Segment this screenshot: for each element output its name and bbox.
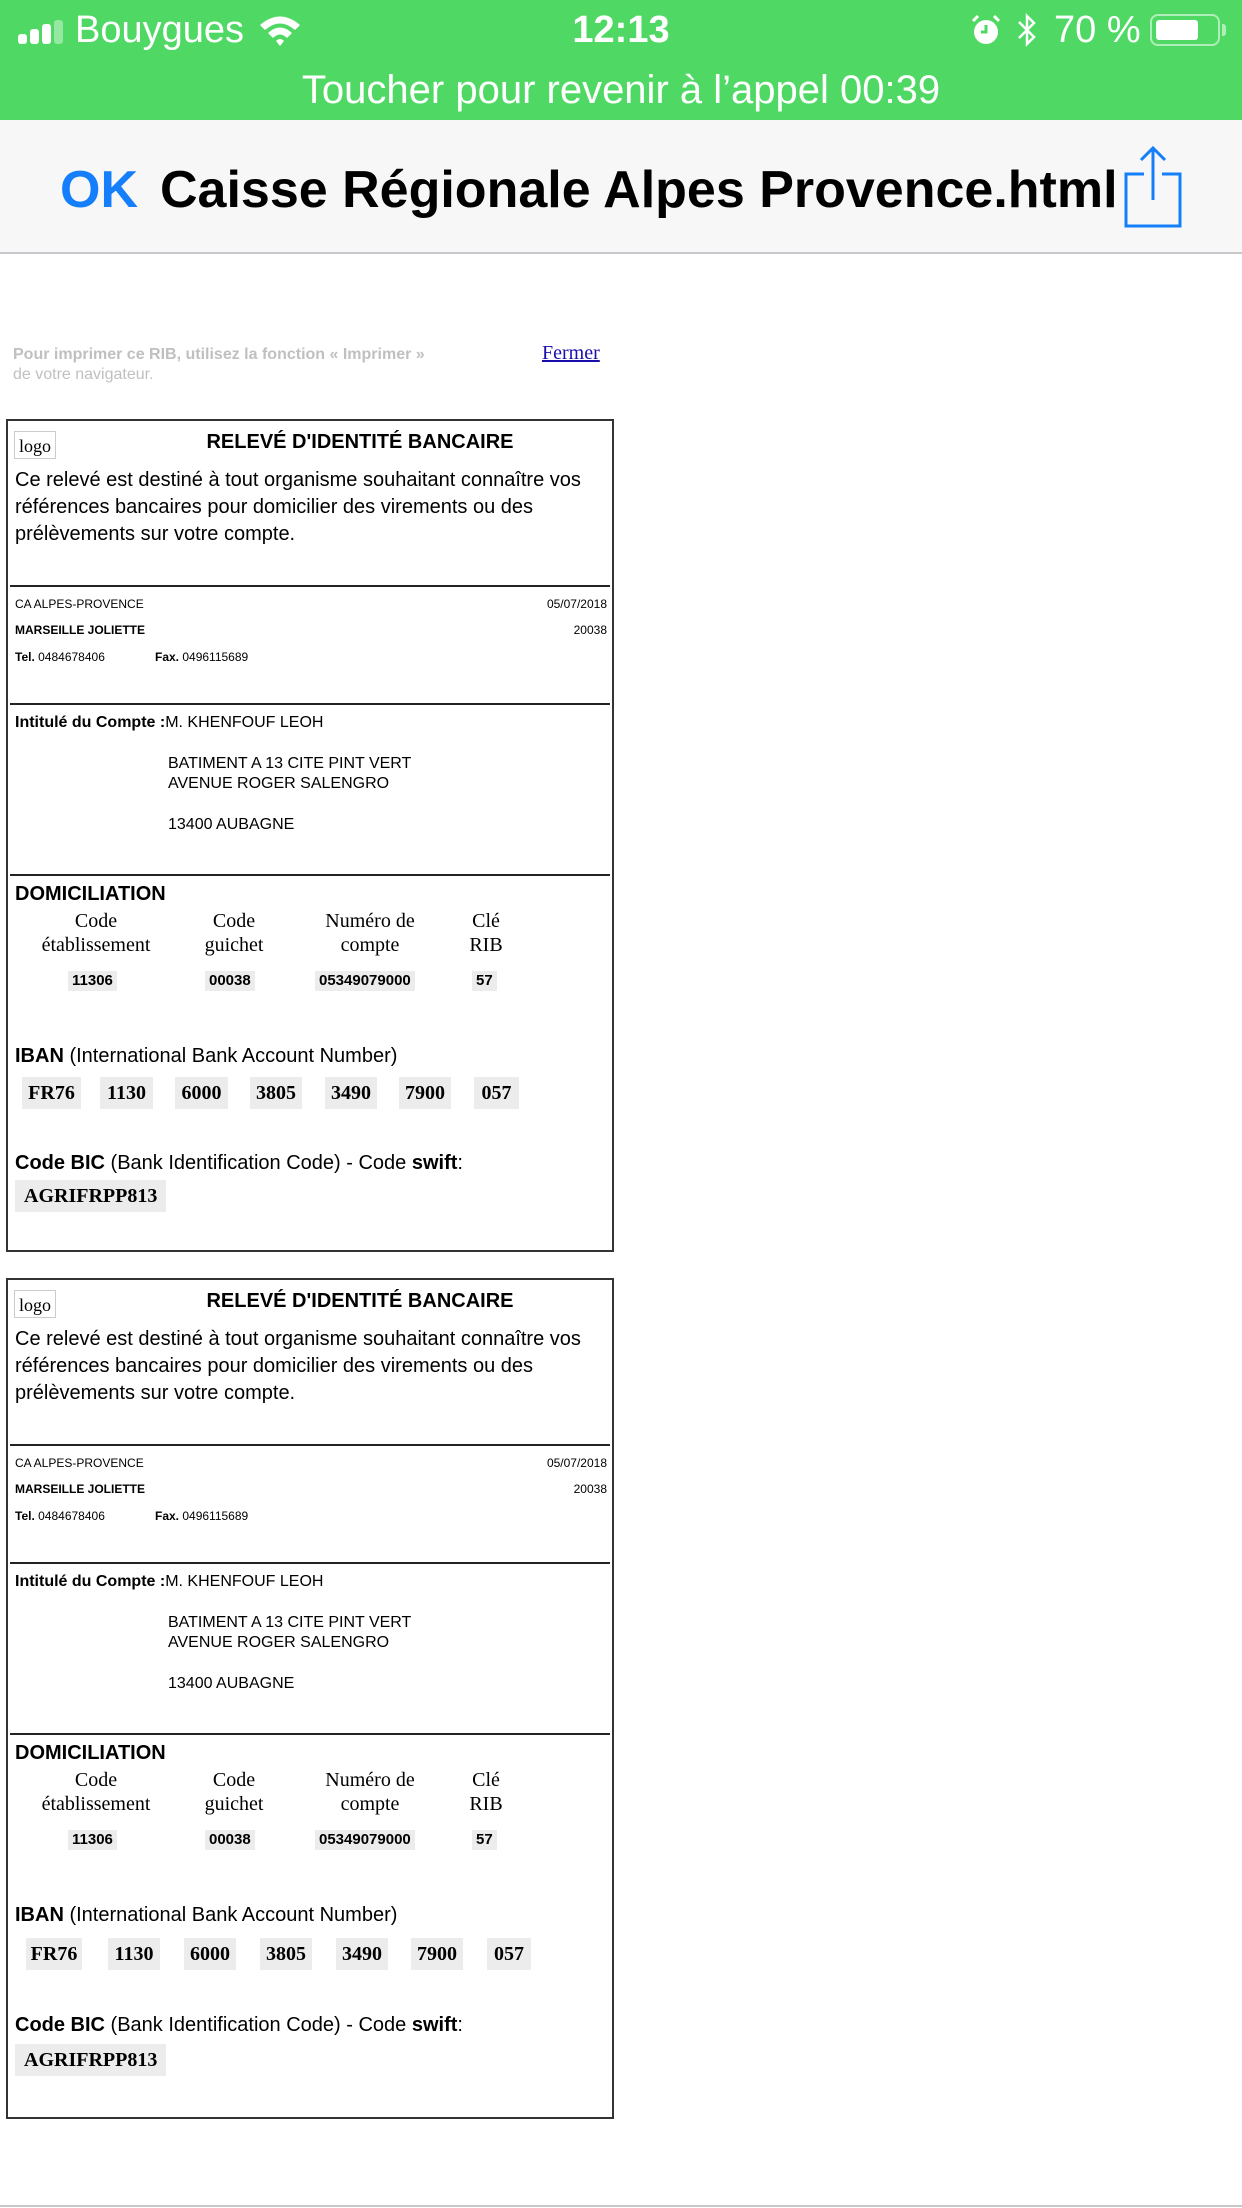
iban-group: 057 (474, 1077, 519, 1109)
account-label: Intitulé du Compte : (15, 1573, 166, 1590)
iban-group: 3490 (325, 1077, 377, 1109)
divider (10, 585, 610, 587)
battery-tip (1222, 24, 1226, 36)
bic-label (15, 2014, 463, 2037)
print-hint-line2: de votre navigateur. (13, 366, 154, 383)
bic-label-mid: (Bank Identification Code) - Code (105, 2014, 412, 2036)
bic-label-bold: Code BIC (15, 2014, 105, 2036)
status-bar (0, 0, 1242, 120)
divider (10, 1733, 610, 1735)
bank-name: CA ALPES-PROVENCE (15, 1456, 144, 1470)
iban-group: FR76 (22, 1077, 81, 1109)
carrier-name: Bouygues (75, 9, 245, 51)
branch-name: MARSEILLE JOLIETTE (15, 1482, 146, 1496)
account-holder: M. KHENFOUF LEOH (165, 1573, 324, 1590)
rib-header-line2: établissement (41, 1793, 151, 1815)
document-title: Caisse Régionale Alpes Provence.html (160, 161, 1118, 219)
phone (15, 1508, 105, 1524)
fax-value: 0496115689 (182, 1509, 249, 1523)
bic-label-end: : (457, 1152, 463, 1174)
rib-column-header (16, 1768, 176, 1816)
rib-header-line2: RIB (469, 1793, 503, 1815)
iban-group: 3490 (336, 1938, 388, 1970)
bic-label-mid: (Bank Identification Code) - Code (105, 1152, 412, 1174)
rib-value: 00038 (205, 1830, 255, 1850)
iban-label-rest: (International Bank Account Number) (63, 1045, 398, 1067)
close-link[interactable]: Fermer (542, 342, 600, 364)
bic-label-swift: swift (411, 1152, 458, 1174)
iban-group: 7900 (411, 1938, 463, 1970)
clock: 12:13 (572, 9, 670, 51)
account-title (15, 1572, 323, 1592)
rib-header-line2: guichet (204, 934, 264, 956)
divider (10, 1444, 610, 1446)
iban-group: 6000 (175, 1077, 228, 1109)
battery-fill (1156, 20, 1198, 40)
domiciliation-heading: DOMICILIATION (15, 1742, 166, 1764)
iban-group: 7900 (399, 1077, 451, 1109)
logo-placeholder: logo (14, 1290, 56, 1318)
iban-label (15, 1045, 397, 1068)
status-row (0, 0, 1242, 60)
rib-header-line1: Clé (472, 1769, 500, 1791)
rib-header-line2: guichet (204, 1793, 264, 1815)
bic-label-bold: Code BIC (15, 1152, 105, 1174)
iban-group: 3805 (250, 1077, 302, 1109)
branch-name: MARSEILLE JOLIETTE (15, 623, 146, 637)
account-holder: M. KHENFOUF LEOH (165, 714, 324, 731)
bic-label-end: : (457, 2014, 463, 2036)
rib-header-line1: Numéro de (325, 910, 415, 932)
bottom-toolbar-edge (0, 2205, 1242, 2207)
rib-value: 00038 (205, 971, 255, 991)
statement-date: 05/07/2018 (546, 1456, 607, 1470)
bic-label-swift: swift (411, 2014, 458, 2036)
rib-title: RELEVÉ D'IDENTITÉ BANCAIRE (206, 431, 514, 453)
address-line-2: AVENUE ROGER SALENGRO (168, 1634, 390, 1651)
rib-column-header (406, 909, 566, 957)
fax (155, 649, 248, 665)
iban-label-bold: IBAN (15, 1904, 64, 1926)
divider (10, 874, 610, 876)
iban-label-bold: IBAN (15, 1045, 64, 1067)
tel-label: Tel. (15, 1509, 35, 1523)
address-line-1: BATIMENT A 13 CITE PINT VERT (168, 755, 412, 772)
logo-placeholder: logo (14, 431, 56, 459)
rib-description: Ce relevé est destiné à tout organisme souhaitant connaître vos références bancaires pour domicilier des virements ou des prélèvements sur votre compte. (15, 469, 581, 545)
rib-header-line1: Code (74, 910, 118, 932)
tel-value: 0484678406 (38, 650, 105, 664)
tel-label: Tel. (15, 650, 35, 664)
statement-date: 05/07/2018 (546, 597, 607, 611)
address-line-1: BATIMENT A 13 CITE PINT VERT (168, 1614, 412, 1631)
share-icon[interactable] (1122, 144, 1184, 228)
iban-group: 1130 (108, 1938, 160, 1970)
bic-value: AGRIFRPP813 (15, 1180, 166, 1212)
account-label: Intitulé du Compte : (15, 714, 166, 731)
fax-value: 0496115689 (182, 650, 249, 664)
battery-icon (1150, 14, 1220, 46)
divider (10, 703, 610, 705)
address-line-3: 13400 AUBAGNE (168, 816, 295, 833)
iban-group: 1130 (100, 1077, 153, 1109)
account-title (15, 713, 323, 733)
navigation-bar (0, 120, 1242, 254)
return-to-call-banner[interactable]: Toucher pour revenir à l’appel 00:39 (301, 68, 941, 112)
bluetooth-icon (1016, 12, 1038, 48)
rib-card-1 (6, 419, 614, 1252)
ok-button[interactable]: OK (60, 161, 138, 219)
print-hint-line1: Pour imprimer ce RIB, utilisez la fonction « Imprimer » (13, 346, 425, 363)
rib-card-2 (6, 1278, 614, 2119)
rib-header-line2: compte (340, 934, 400, 956)
tel-value: 0484678406 (38, 1509, 105, 1523)
rib-value: 57 (472, 971, 497, 991)
phone (15, 649, 105, 665)
bic-label (15, 1152, 463, 1175)
rib-column-header (406, 1768, 566, 1816)
rib-header-line2: RIB (469, 934, 503, 956)
rib-header-line1: Code (212, 910, 256, 932)
rib-header-line1: Code (74, 1769, 118, 1791)
fax-label: Fax. (155, 1509, 180, 1523)
fax-label: Fax. (155, 650, 180, 664)
rib-header-line2: établissement (41, 934, 151, 956)
rib-header-line2: compte (340, 1793, 400, 1815)
rib-title: RELEVÉ D'IDENTITÉ BANCAIRE (206, 1290, 514, 1312)
rib-header-line1: Numéro de (325, 1769, 415, 1791)
rib-value: 05349079000 (315, 1830, 415, 1850)
rib-value: 57 (472, 1830, 497, 1850)
rib-value: 11306 (68, 1830, 117, 1850)
branch-code: 20038 (573, 623, 607, 637)
iban-group: 3805 (260, 1938, 312, 1970)
address-line-3: 13400 AUBAGNE (168, 1675, 295, 1692)
bic-value: AGRIFRPP813 (15, 2044, 166, 2076)
rib-header-line1: Code (212, 1769, 256, 1791)
domiciliation-heading: DOMICILIATION (15, 883, 166, 905)
address-line-2: AVENUE ROGER SALENGRO (168, 775, 390, 792)
iban-group: 057 (487, 1938, 531, 1970)
iban-label-rest: (International Bank Account Number) (63, 1904, 398, 1926)
iban-group: 6000 (184, 1938, 236, 1970)
print-hint (13, 345, 453, 385)
rib-value: 11306 (68, 971, 117, 991)
battery-percent: 70 % (1054, 9, 1141, 51)
rib-header-line1: Clé (472, 910, 500, 932)
alarm-icon (970, 14, 1002, 46)
fax (155, 1508, 248, 1524)
rib-description: Ce relevé est destiné à tout organisme souhaitant connaître vos références bancaires pour domicilier des virements ou des prélèvements sur votre compte. (15, 1328, 581, 1404)
bank-name: CA ALPES-PROVENCE (15, 597, 144, 611)
branch-code: 20038 (573, 1482, 607, 1496)
rib-value: 05349079000 (315, 971, 415, 991)
iban-group: FR76 (26, 1938, 82, 1970)
iban-label (15, 1904, 397, 1927)
rib-column-header (16, 909, 176, 957)
divider (10, 1562, 610, 1564)
